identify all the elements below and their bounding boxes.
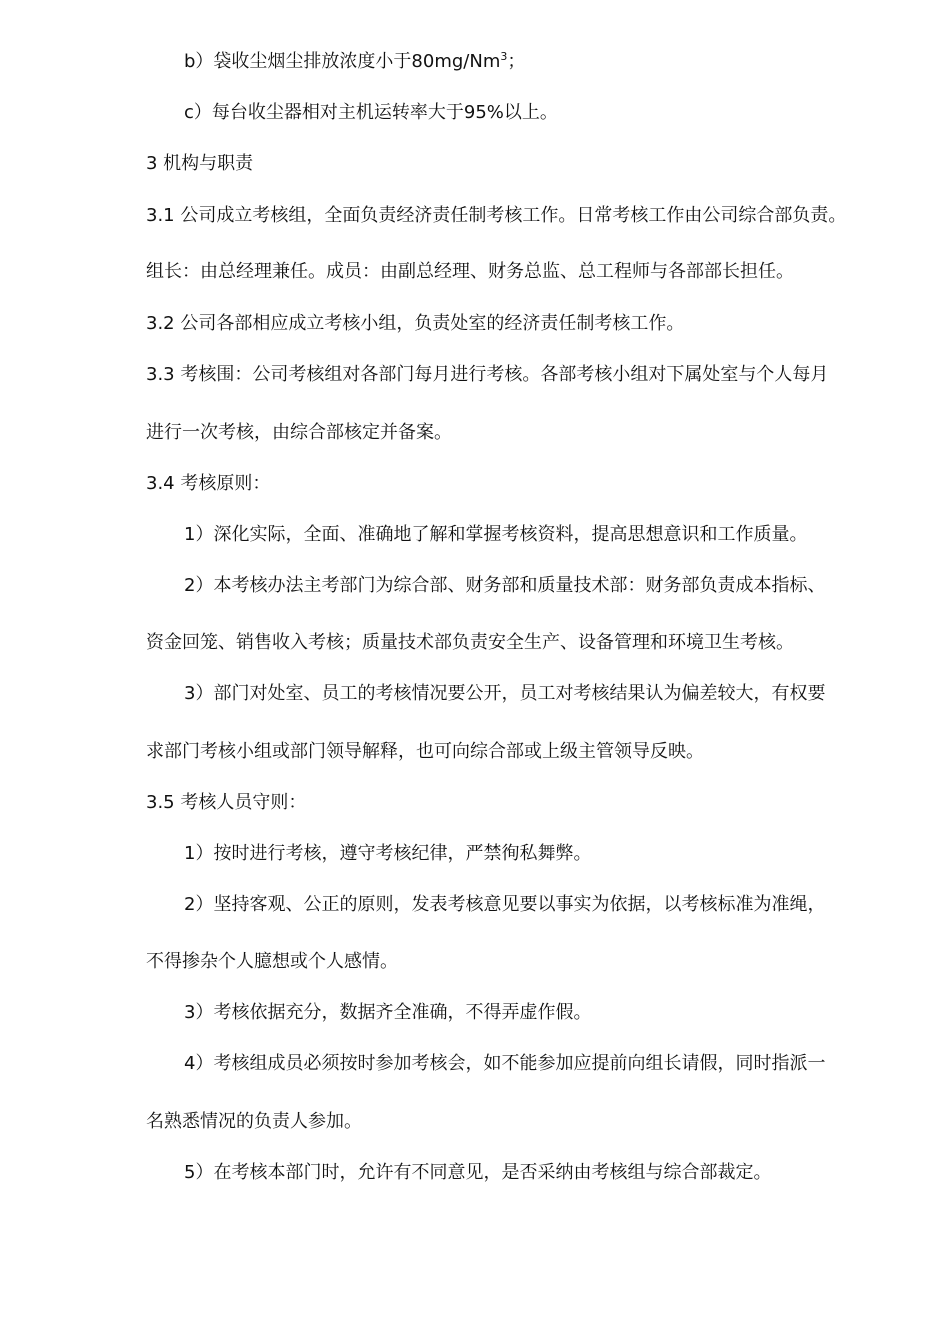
rule-4-continued: 名熟悉情况的负责人参加。 — [146, 1111, 362, 1132]
criterion-b — [184, 50, 525, 74]
criterion-c: c）每台收尘器相对主机运转率大于95%以上。 — [184, 102, 558, 123]
principle-2-continued: 资金回笼、销售收入考核；质量技术部负责安全生产、设备管理和环境卫生考核。 — [146, 632, 794, 653]
clause-3-3: 3.3 考核围：公司考核组对各部门每月进行考核。各部考核小组对下属处室与个人每月 — [146, 364, 829, 385]
rule-2: 2）坚持客观、公正的原则，发表考核意见要以事实为依据，以考核标准为准绳， — [184, 894, 826, 915]
criterion-b-end: ； — [507, 51, 526, 72]
principle-1: 1）深化实际，全面、准确地了解和掌握考核资料，提高思想意识和工作质量。 — [184, 524, 808, 545]
principle-2: 2）本考核办法主考部门为综合部、财务部和质量技术部：财务部负责成本指标、 — [184, 575, 826, 596]
rule-4: 4）考核组成员必须按时参加考核会，如不能参加应提前向组长请假，同时指派一 — [184, 1053, 826, 1074]
criterion-b-text: b）袋收尘烟尘排放浓度小于80mg/Nm — [184, 51, 501, 72]
rule-2-continued: 不得掺杂个人臆想或个人感情。 — [146, 951, 398, 972]
clause-3-1-members: 组长：由总经理兼任。成员：由副总经理、财务总监、总工程师与各部部长担任。 — [146, 261, 794, 282]
clause-3-4-heading: 3.4 考核原则： — [146, 473, 271, 494]
clause-3-1: 3.1 公司成立考核组，全面负责经济责任制考核工作。日常考核工作由公司综合部负责。 — [146, 205, 847, 226]
principle-3: 3）部门对处室、员工的考核情况要公开，员工对考核结果认为偏差较大，有权要 — [184, 683, 826, 704]
rule-3: 3）考核依据充分，数据齐全准确，不得弄虚作假。 — [184, 1002, 592, 1023]
unit-superscript: 3 — [500, 50, 508, 63]
clause-3-5-heading: 3.5 考核人员守则： — [146, 792, 307, 813]
clause-3-3-continued: 进行一次考核，由综合部核定并备案。 — [146, 422, 452, 443]
rule-5: 5）在考核本部门时，允许有不同意见，是否采纳由考核组与综合部裁定。 — [184, 1162, 772, 1183]
rule-1: 1）按时进行考核，遵守考核纪律，严禁徇私舞弊。 — [184, 843, 592, 864]
clause-3-2: 3.2 公司各部相应成立考核小组，负责处室的经济责任制考核工作。 — [146, 313, 685, 334]
section-heading-3: 3 机构与职责 — [146, 153, 254, 174]
principle-3-continued: 求部门考核小组或部门领导解释，也可向综合部或上级主管领导反映。 — [146, 741, 704, 762]
